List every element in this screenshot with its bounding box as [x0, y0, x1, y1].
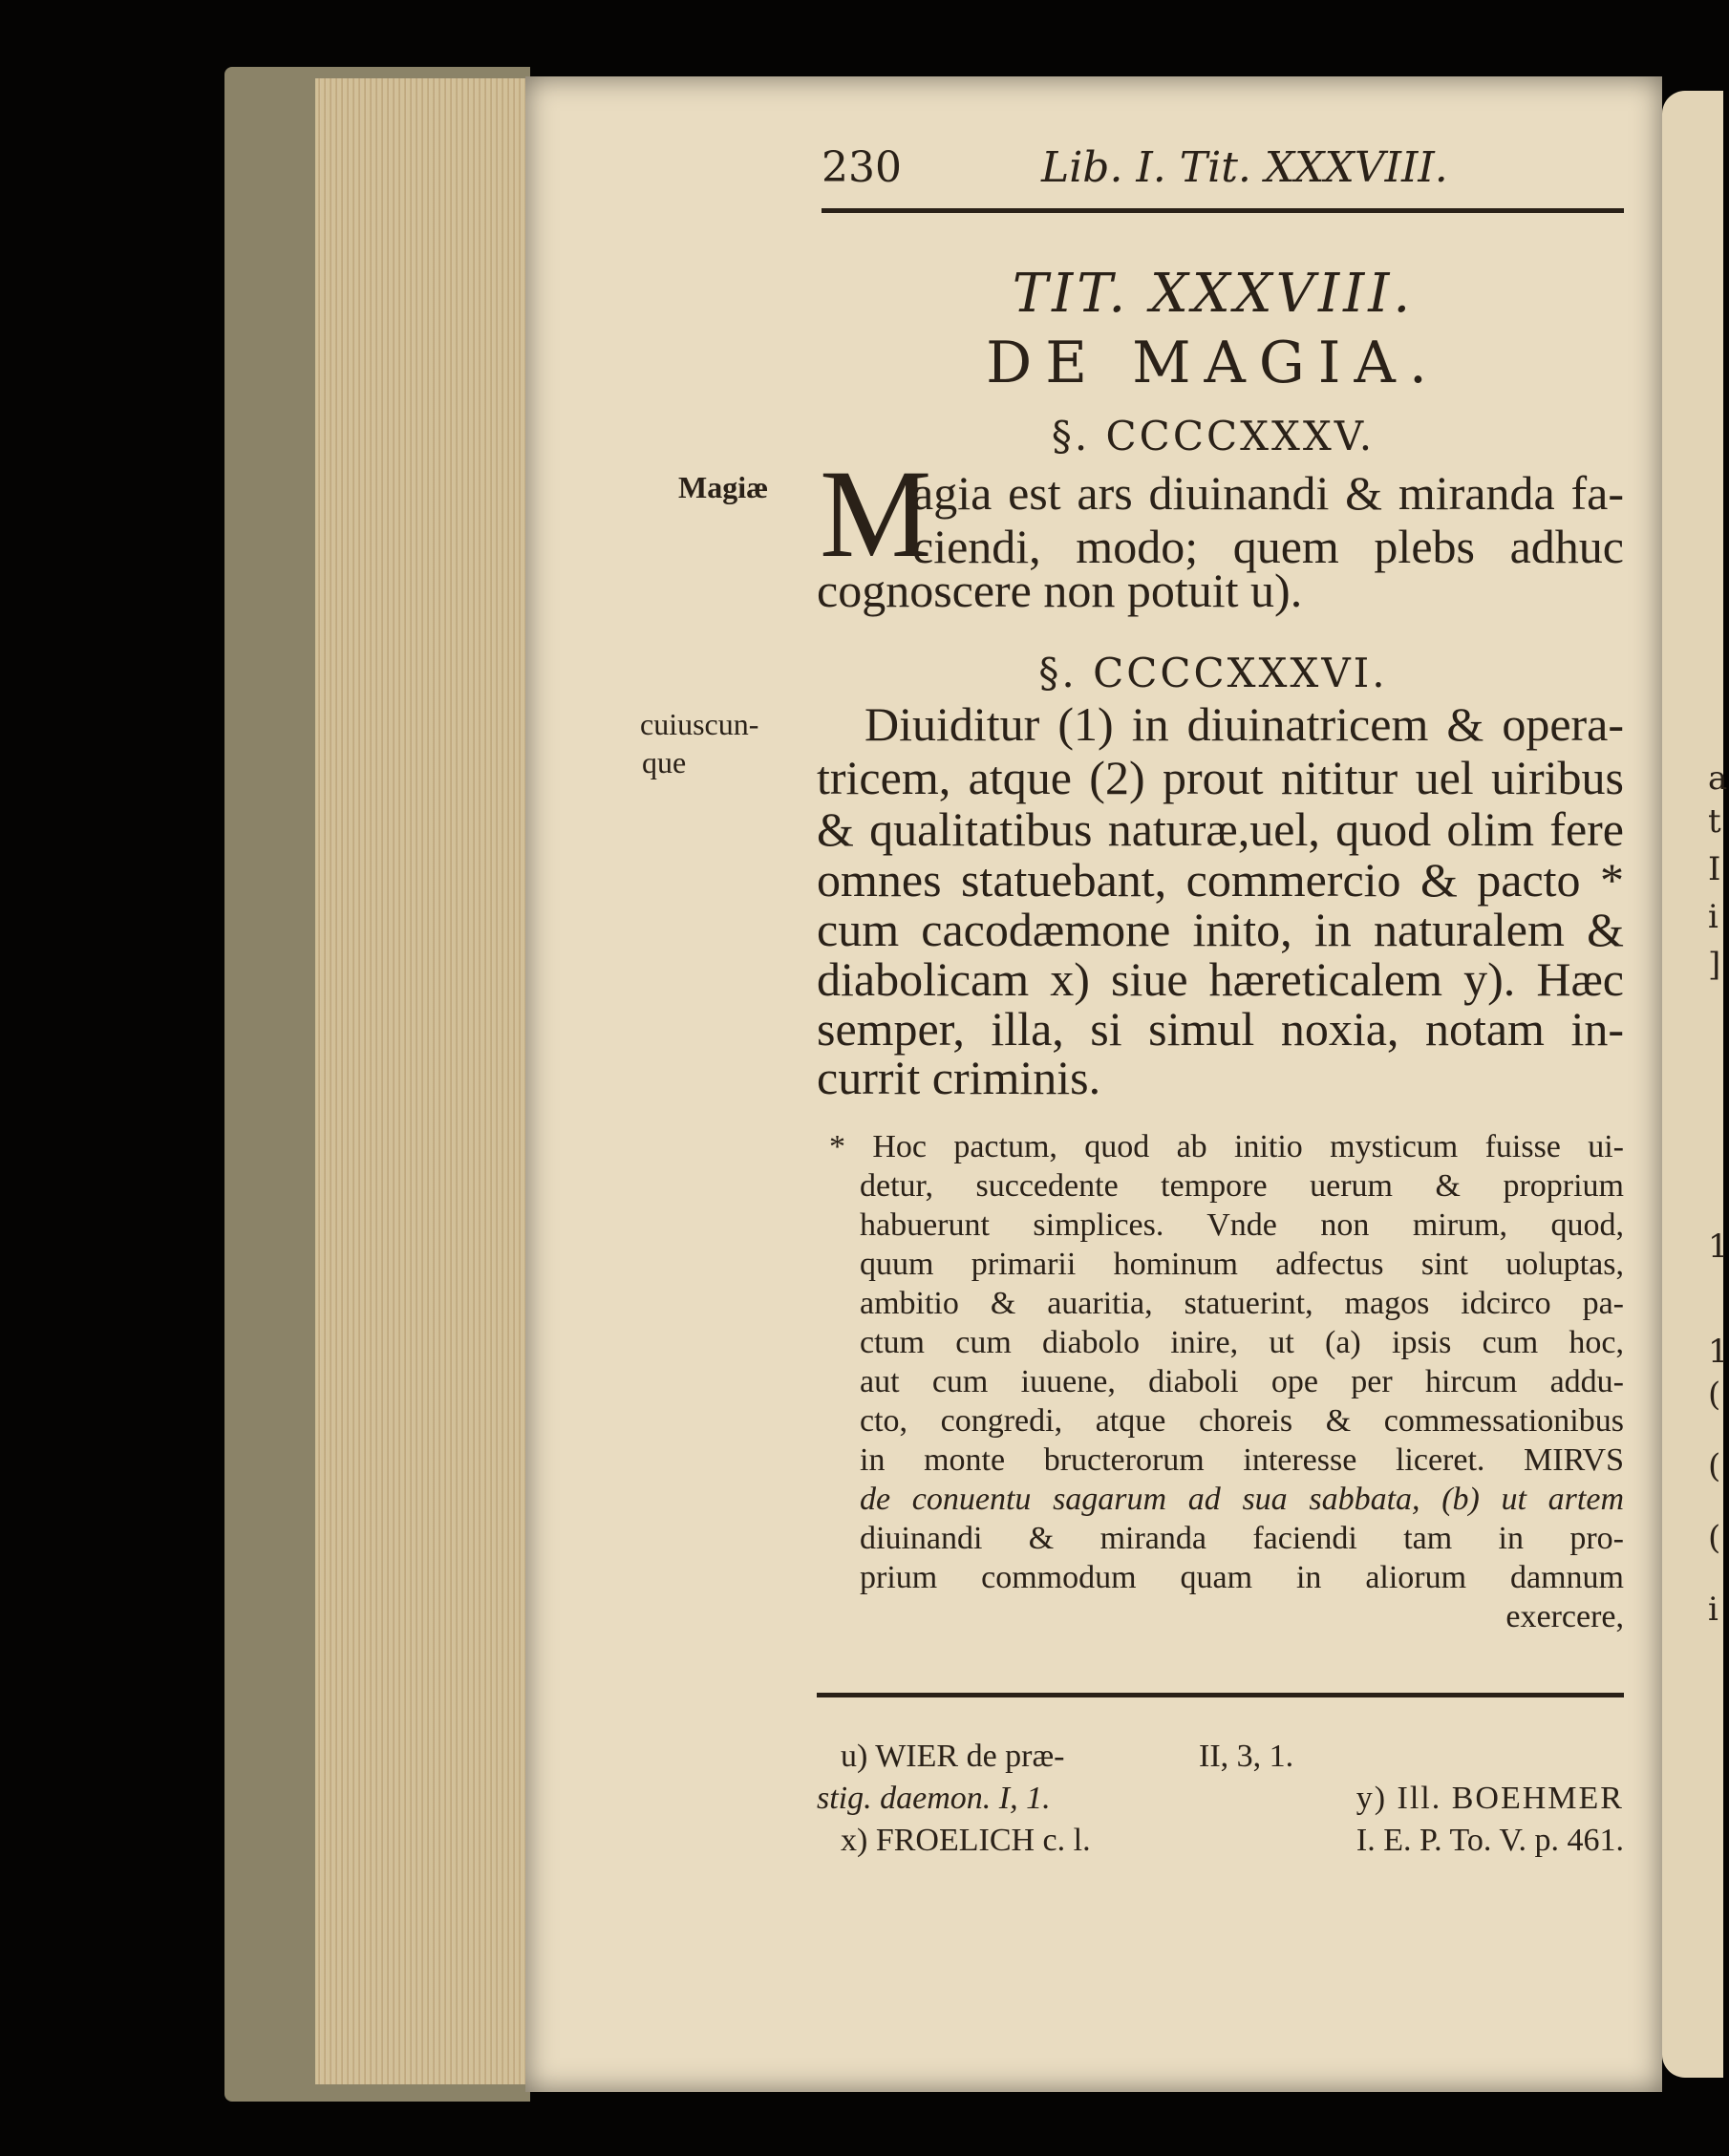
facing-letter: a	[1708, 759, 1728, 798]
facing-letter: I	[1708, 850, 1721, 888]
facing-letter: 1	[1708, 1333, 1729, 1371]
footnote-line: prium commodum quam in aliorum damnum	[860, 1560, 1624, 1595]
footnote-rule	[817, 1693, 1624, 1697]
text-line: currit criminis.	[817, 1051, 1101, 1104]
reference: y) Ill. BOEHMER	[1355, 1781, 1624, 1816]
text-line: ciendi, modo; quem plebs adhuc	[912, 520, 1624, 573]
footnote-line: in monte bructerorum interesse liceret. MIRVS	[860, 1442, 1624, 1478]
footnote-line: ctum cum diabolo inire, ut (a) ipsis cum hoc,	[860, 1325, 1624, 1360]
facing-letter: (	[1708, 1519, 1721, 1557]
footnote-line: exercere,	[1505, 1599, 1624, 1634]
footnote-line: habuerunt simplices. Vnde non mirum, quod,	[860, 1207, 1624, 1243]
text-line: omnes statuebant, commercio & pacto *	[817, 853, 1624, 907]
facing-letter: (	[1708, 1447, 1721, 1485]
page-title: DE MAGIA.	[986, 330, 1441, 396]
facing-page	[1662, 91, 1729, 2078]
title-number: TIT. XXXVIII.	[1012, 263, 1415, 325]
text-line: & qualitatibus naturæ,uel, quod olim fere	[817, 802, 1624, 856]
facing-letter: ]	[1708, 946, 1721, 984]
footnote-line: * Hoc pactum, quod ab initio mysticum fuisse ui-	[829, 1129, 1624, 1164]
footnote-line: diuinandi & miranda faciendi tam in pro-	[860, 1521, 1624, 1556]
margin-note: que	[642, 745, 687, 779]
text-line: cum cacodæmone inito, in naturalem &	[817, 903, 1624, 956]
facing-letter: 1	[1708, 1227, 1729, 1266]
facing-letter: (	[1708, 1376, 1721, 1414]
facing-letter: i	[1708, 1590, 1718, 1629]
text-line: semper, illa, si simul noxia, notam in-	[817, 1002, 1624, 1056]
page-number: 230	[822, 143, 902, 192]
footnote-line: de conuentu sagarum ad sua sabbata, (b) ut artem	[860, 1482, 1624, 1517]
text-line: diabolicam x) siue hæreticalem y). Hæc	[817, 952, 1624, 1006]
margin-note: cuiuscun-	[640, 707, 759, 741]
section-number: §. CCCCXXXV.	[1051, 413, 1376, 459]
header-rule	[822, 208, 1624, 213]
text-line: Diuiditur (1) in diuinatricem & opera-	[864, 697, 1624, 751]
text-line: tricem, atque (2) prout nititur uel uiribus	[817, 751, 1624, 804]
footnote-line: quum primarii hominum adfectus sint uoluptas,	[860, 1247, 1624, 1282]
reference: I. E. P. To. V. p. 461.	[1355, 1823, 1624, 1858]
footnote-line: aut cum iuuene, diaboli ope per hircum addu-	[860, 1364, 1624, 1399]
section-number: §. CCCCXXXVI.	[1038, 650, 1388, 696]
footnote-line: detur, succedente tempore uerum & proprium	[860, 1168, 1624, 1204]
reference: u) WIER de præ-	[841, 1739, 1065, 1774]
footnote-line: cto, congredi, atque choreis & commessationibus	[860, 1403, 1624, 1439]
text-line: agia est ars diuinandi & miranda fa-	[912, 466, 1624, 520]
reference: stig. daemon. I, 1.	[817, 1781, 1051, 1816]
margin-note: Magiæ	[678, 470, 769, 504]
reference: x) FROELICH c. l.	[841, 1823, 1091, 1858]
facing-letter: i	[1708, 898, 1718, 936]
reference: II, 3, 1.	[1199, 1739, 1294, 1774]
drop-cap: M	[820, 443, 932, 584]
running-title: Lib. I. Tit. XXXVIII.	[1041, 143, 1448, 192]
facing-letter: t	[1708, 802, 1721, 841]
page-edges	[315, 78, 530, 2084]
footnote-line: ambitio & auaritia, statuerint, magos idcirco pa-	[860, 1286, 1624, 1321]
text-line: cognoscere non potuit u).	[817, 564, 1303, 617]
